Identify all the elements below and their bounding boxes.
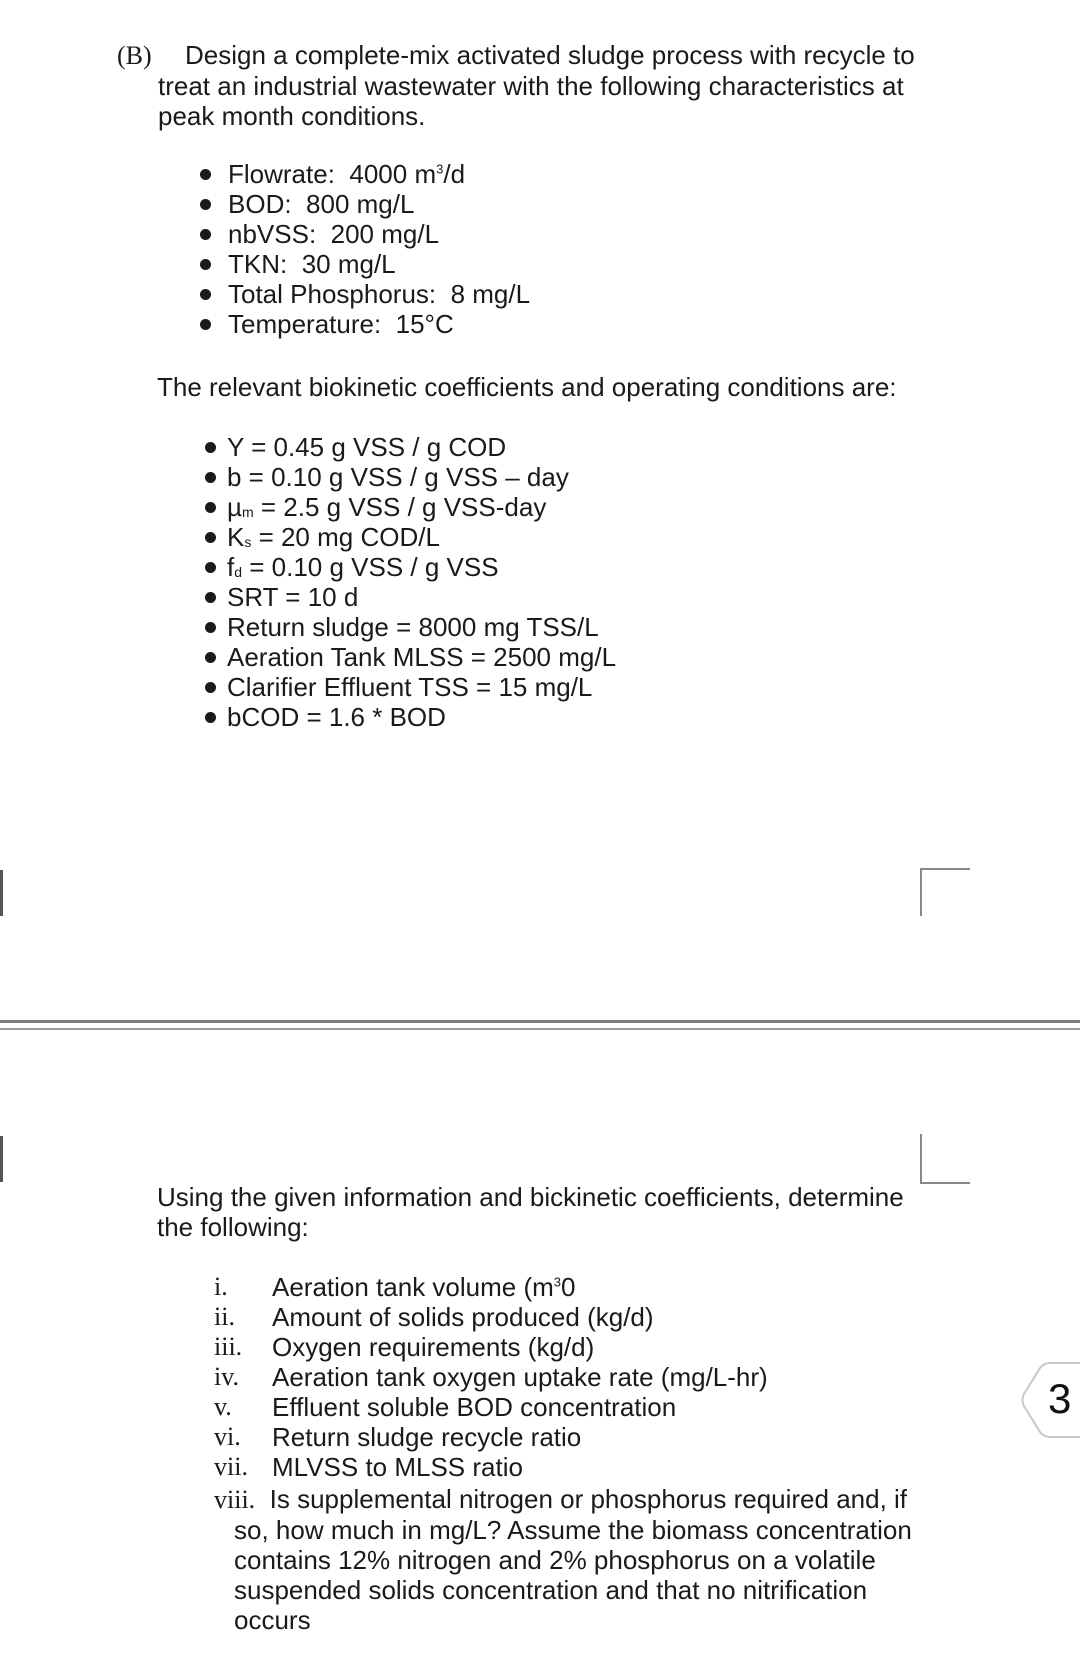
crop-mark-bottom-right [920, 1134, 970, 1184]
bullet-icon [200, 319, 211, 330]
bullet-icon [205, 652, 216, 663]
list-item: Y = 0.45 g VSS / g COD [205, 432, 616, 462]
characteristics-list [200, 159, 530, 339]
bullet-icon [205, 682, 216, 693]
list-item: BOD: 800 mg/L [200, 189, 530, 219]
coefficients-list [205, 432, 616, 732]
list-item: Aeration Tank MLSS = 2500 mg/L [205, 642, 616, 672]
part-marker: (B) [117, 41, 152, 70]
list-item: bCOD = 1.6 * BOD [205, 702, 616, 732]
crop-mark-top-right [920, 868, 970, 916]
list-item: b = 0.10 g VSS / g VSS – day [205, 462, 616, 492]
list-item: Ks = 20 mg COD/L [205, 522, 616, 552]
bullet-icon [205, 472, 216, 483]
intro-line-1: Design a complete-mix activated sludge process with recycle to [185, 40, 915, 70]
list-item: µm = 2.5 g VSS / g VSS-day [205, 492, 616, 522]
list-item: Clarifier Effluent TSS = 15 mg/L [205, 672, 616, 702]
page-divider-shadow [0, 1028, 1080, 1030]
list-item: fd = 0.10 g VSS / g VSS [205, 552, 616, 582]
list-item: SRT = 10 d [205, 582, 616, 612]
bullet-icon [205, 532, 216, 543]
intro-line-2: treat an industrial wastewater with the following characteristics at [158, 71, 904, 101]
coefficients-heading: The relevant biokinetic coefficients and operating conditions are: [157, 372, 897, 402]
list-item: Flowrate: 4000 $m^3/d$ [200, 159, 530, 189]
bullet-icon [205, 622, 216, 633]
list-item: Return sludge = 8000 mg TSS/L [205, 612, 616, 642]
bullet-icon [205, 562, 216, 573]
page-number[interactable]: 3 [1048, 1375, 1072, 1422]
bullet-icon [205, 502, 216, 513]
list-item: Total Phosphorus: 8 mg/L [200, 279, 530, 309]
question-viii: viii. Is supplemental nitrogen or phosphorus required and, if so, how much in mg/L? Assume the biomass concentration contains 12% nitrogen and 2% phosphorus on a volatile suspended solids concentration and that no nitrification occurs [214, 1484, 912, 1635]
bullet-icon [200, 289, 211, 300]
bullet-icon [200, 229, 211, 240]
bullet-icon [205, 712, 216, 723]
page-divider [0, 1020, 1080, 1023]
bullet-icon [205, 592, 216, 603]
left-margin-mark-bottom [0, 1136, 3, 1182]
problem-intro [117, 40, 917, 131]
bullet-icon [200, 259, 211, 270]
bullet-icon [200, 169, 211, 180]
bullet-icon [205, 442, 216, 453]
list-item: TKN: 30 mg/L [200, 249, 530, 279]
intro-line-3: peak month conditions. [158, 101, 426, 131]
determine-heading: Using the given information and bickinetic coefficients, determine the following: [157, 1182, 904, 1242]
left-margin-mark-top [0, 870, 3, 916]
list-item: nbVSS: 200 mg/L [200, 219, 530, 249]
bullet-icon [200, 199, 211, 210]
list-item: Temperature: 15°C [200, 309, 530, 339]
